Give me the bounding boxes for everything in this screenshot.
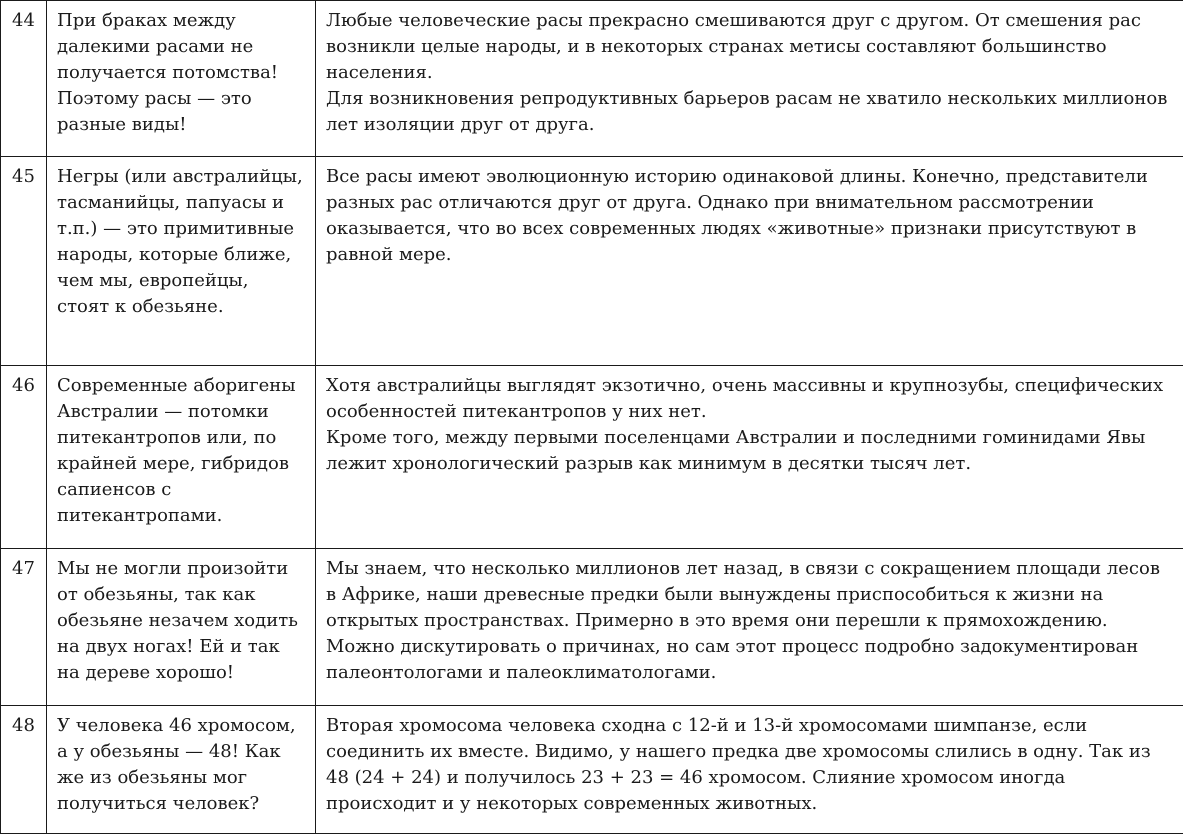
- answer-cell: [316, 366, 1183, 549]
- answer-cell: [316, 549, 1183, 706]
- myth-cell: У человека 46 хромосом, а у обезьяны — 48! Как же из обезьяны мог получиться человек?: [47, 706, 316, 834]
- row-number: 46: [1, 366, 47, 549]
- answer-paragraph: Хотя австралийцы выглядят экзотично, очень массивны и крупнозубы, специфических особенностей питекантропов у них нет.: [326, 375, 1164, 422]
- row-number: 45: [1, 157, 47, 366]
- table-row: [1, 1, 1183, 157]
- table-row: [1, 157, 1183, 366]
- answer-paragraph: Все расы имеют эволюционную историю одинаковой длины. Конечно, представители разных рас отличаются друг от друга. Однако при внимательном рассмотрении оказывается, что во всех современных людях «животные» признаки присутствуют в равной мере.: [326, 166, 1148, 265]
- answer-paragraph: Для возникновения репродуктивных барьеров расам не хватило нескольких миллионов лет изоляции друг от друга.: [326, 88, 1168, 135]
- row-number: 47: [1, 549, 47, 706]
- answer-paragraph: Кроме того, между первыми поселенцами Австралии и последними гоминидами Явы лежит хронологический разрыв как минимум в десятки тысяч лет.: [326, 427, 1146, 474]
- table-row: [1, 549, 1183, 706]
- myth-cell: Негры (или австралийцы, тасманийцы, папуасы и т.п.) — это примитивные народы, которые ближе, чем мы, европейцы, стоят к обезьяне.: [47, 157, 316, 366]
- myth-cell: Современные аборигены Австралии — потомки питекантропов или, по крайней мере, гибридов сапиенсов с питекантропами.: [47, 366, 316, 549]
- table-row: [1, 366, 1183, 549]
- row-number: 44: [1, 1, 47, 157]
- table-row: [1, 706, 1183, 834]
- answer-cell: [316, 1, 1183, 157]
- myth-cell: При браках между далекими расами не получается потомства! Поэтому расы — это разные виды!: [47, 1, 316, 157]
- answer-paragraph: Мы знаем, что несколько миллионов лет назад, в связи с сокращением площади лесов в Африке, наши древесные предки были вынуждены приспособиться к жизни на открытых пространствах. Примерно в это время они перешли к прямохождению.: [326, 558, 1160, 631]
- answer-cell: [316, 706, 1183, 834]
- answer-paragraph: Любые человеческие расы прекрасно смешиваются друг с другом. От смешения рас возникли целые народы, и в некоторых странах метисы составляют большинство населения.: [326, 10, 1141, 83]
- myth-cell: Мы не могли произойти от обезьяны, так как обезьяне незачем ходить на двух ногах! Ей и так на дереве хорошо!: [47, 549, 316, 706]
- answer-paragraph: Можно дискутировать о причинах, но сам этот процесс подробно задокументирован палеонтологами и палеоклиматологами.: [326, 636, 1139, 683]
- answer-paragraph: Вторая хромосома человека сходна с 12-й и 13-й хромосомами шимпанзе, если соединить их вместе. Видимо, у нашего предка две хромосомы слились в одну. Так из 48 (24 + 24) и получилось 23 + 23 = 46 хромосом. Слияние хромосом иногда происходит и у некоторых современных животных.: [326, 715, 1151, 814]
- row-number: 48: [1, 706, 47, 834]
- answer-cell: [316, 157, 1183, 366]
